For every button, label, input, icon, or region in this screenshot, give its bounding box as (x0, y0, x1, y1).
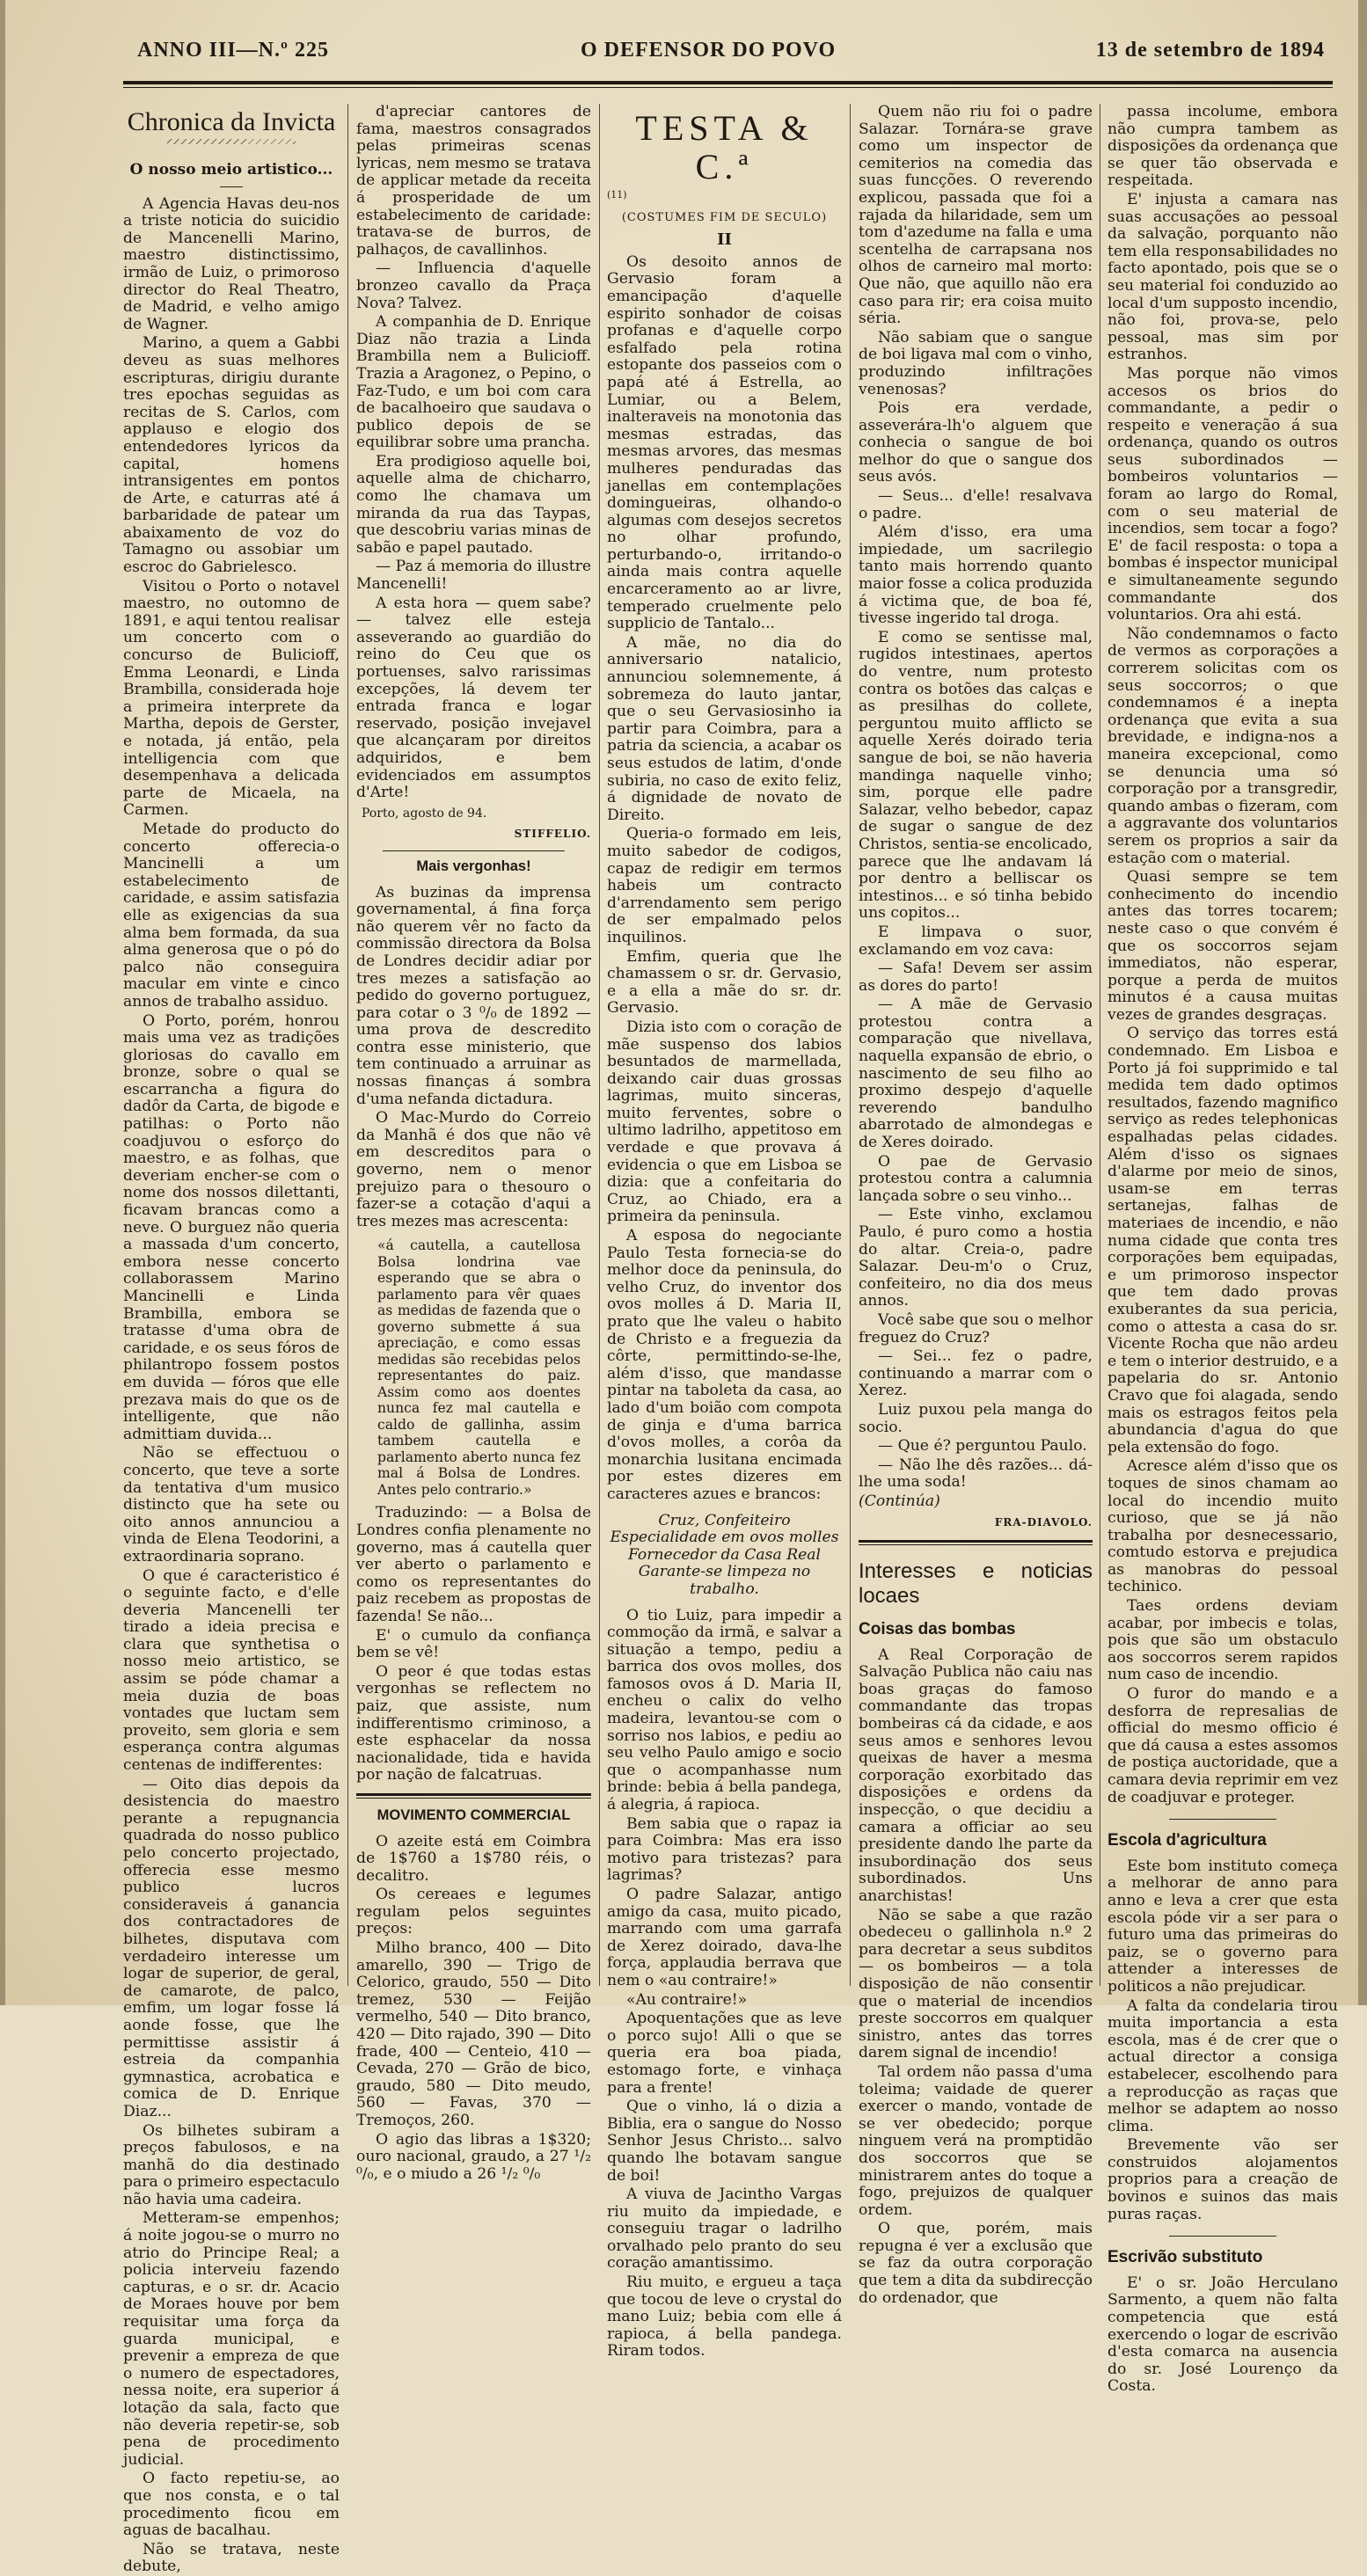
paragraph: Não se effectuou o concerto, que teve a sorte da tentativa d'um musico distincto que ha sete ou oito annos annunciou a vinda de Elena Teodorini, a extraordinaria soprano. (123, 1444, 340, 1565)
paragraph: E' injusta a camara nas suas accusações ao pessoal da salvação, porquanto não tem ella responsabilidades no facto apontado, pois que se o seu material foi conduzido ao local d'um supposto incendio, não foi, prova-se, pelo pessoal, mas sim por estranhos. (1107, 190, 1338, 364)
paragraph: O furor do mando e a desforra de represalias de official do mesmo officio é que dá causa a estes assomos de postiça auctoridade, que a camara devia reprimir em vez de coadjuvar e proteger. (1107, 1685, 1338, 1806)
paragraph: Metade do producto do concerto offerecia-o Mancinelli a um estabelecimento de caridade, e assim satisfazia elle as exigencias da sua alma bem formada, da sua alma generosa que o pó do palco não conseguira macular em vinte e cinco annos de trabalho assiduo. (123, 820, 340, 1011)
paragraph: Queria-o formado em leis, muito sabedor de codigos, capaz de redigir em termos habeis um contracto d'arrendamento sem perigo de ser empalmado pelos inquilinos. (607, 825, 842, 946)
paragraph: O pae de Gervasio protestou contra a calumnia lançada sobre o seu vinho... (859, 1152, 1093, 1205)
section-rule (1169, 2236, 1276, 2237)
paragraph: Quem não riu foi o padre Salazar. Tornára-se grave como um inspector de cemiterios na comedia das suas funcções. O reverendo explicou, passada que foi a rajada da hilaridade, sem um tom d'azedume na falla e uma scentelha de carrapsana nos olhos de carneiro mal morto: Que não, que aquillo não era caso para rir; era coisa muito séria. (859, 103, 1093, 328)
header-rule-thick (123, 81, 1333, 84)
section-title: Interesses e noticias locaes (859, 1559, 1093, 1609)
column-4 (859, 103, 1093, 2307)
page-edge-right (1358, 0, 1367, 2005)
column-5 (1107, 103, 1338, 2396)
serial-continued (859, 104, 1093, 1492)
column-divider (850, 104, 851, 1986)
paragraph: Era prodigioso aquelle boi, aquelle alma de chicharro, como lhe chamava um miranda da rua das Taypas, que descobriu varias minas de sabão e papel pautado. (356, 452, 591, 557)
paragraph: Emfim, queria que lhe chamassem o sr. dr. Gervasio, e a ella a mãe do sr. dr. Gervasio. (607, 947, 842, 1018)
issue-date: 13 de setembro de 1894 (1095, 39, 1325, 62)
article-title: Escola d'agricultura (1107, 1831, 1267, 1850)
paragraph: Dizia isto com o coração de mãe suspenso dos labios besuntados de marmellada, deixando cair duas grossas lagrimas, muito sinceras, muito ferventes, sobre o ultimo ladrilho, appetitoso em verdade e que provava á evidencia o que em Lisboa se dizia: que a confeitaria do Cruz, ao Chiado, era a primeira da peninsula. (607, 1018, 842, 1226)
paragraph: E como se sentisse mal, rugidos intestinaes, apertos do ventre, num protesto contra os botões das calças e as presilhas do collete, perguntou muito afflicto se aquelle Xerés doirado teria sangue de boi, se não haveria mandinga naquelle vinho; sim, porque elle padre Salazar, velho bebedor, capaz de sugar o sangue de dez Christos, sentia-se encolicado, parece que lhe andavam lá por dentro a belliscar os intestinos... e só tinha bebido uns copitos... (859, 628, 1093, 923)
paragraph: O serviço das torres está condemnado. Em Lisboa e Porto já foi supprimido e tal medida tem dado optimos resultados, fazendo magnifico serviço as redes telephonicas espalhadas pelas cidades. Além d'isso os signaes d'alarme por meio de sinos, usam-se em terras sertanejas, falhas de materiaes de incendio, e não numa cidade que conta tres corporações bem equipadas, e um primoroso inspector que tem dado provas exuberantes da sua pericia, como o attesta a casa do sr. Vicente Rocha que não ardeu e tem o interior destruido, e a papelaria do sr. Antonio Cravo que foi alagada, sendo mais os estragos feitos pela abundancia d'agua do que pela extensão do fogo. (1107, 1025, 1338, 1456)
section-rule (356, 1793, 591, 1796)
page-edge-left (0, 0, 5, 2005)
ornament-rule (167, 139, 296, 144)
paragraph: Você sabe que sou o melhor freguez do Cruz? (859, 1310, 1093, 1346)
paragraph: O azeite está em Coimbra de 1$760 a 1$780 réis, o decalitro. (356, 1832, 591, 1885)
chapter-number: II (717, 230, 732, 250)
article-body (1107, 2275, 1338, 2396)
serial-body (607, 254, 842, 1504)
paragraph: O Mac-Murdo do Correio da Manhã é dos que não vê em descreditos para o governo, nem o menor prejuizo para o thesouro o fazer-se a cotação d'aqui a tres mezes mas acrescenta: (356, 1109, 591, 1230)
paragraph: Além d'isso, era uma impiedade, um sacrilegio tanto mais horrendo quanto maior fosse a colica produzida á victima que, de boa fé, tivesse ingerido tal droga. (859, 523, 1093, 628)
section-rule (1169, 1819, 1276, 1820)
paragraph: — Influencia d'aquelle bronzeo cavallo da Praça Nova? Talvez. (356, 259, 591, 312)
paragraph: Apoquentações que as leve o porco sujo! Alli o que se queria era boa piada, estomago forte, e vinhaça para a frente! (607, 2010, 842, 2097)
paragraph: Este bom instituto começa a melhorar de anno para anno e leva a crer que esta escola póde vir a ser para o futuro uma das primeiras do paiz, se o governo para attender a interesses de politicos a não prejudicar. (1107, 1857, 1338, 1996)
article-continued (1107, 104, 1338, 1806)
article-title: Coisas das bombas (859, 1620, 1016, 1639)
article-body (1107, 1858, 1338, 2223)
paragraph: Pois era verdade, asseverára-lh'o alguem que conhecia o sangue de boi melhor do que o sangue dos seus avós. (859, 399, 1093, 486)
column-2 (356, 103, 591, 2183)
commercial-body (356, 1834, 591, 2184)
paragraph: A falta da condelaria tirou muita importancia a esta escola, mas é de crer que o actual director a consiga estabelecer, escolhendo para a reproducção as raças que melhor se adaptem ao nosso clima. (1107, 1996, 1338, 2135)
section-rule (356, 1798, 591, 1799)
paragraph: Brevemente vão ser construidos alojamentos proprios para a creação de bovinos e suinos das mais puras raças. (1107, 2136, 1338, 2223)
paragraph: Acresce além d'isso que os toques de sinos chamam ao local do incendio muito curioso, que se já não trabalha por desnecessario, comtudo estorva e prejudica as manobras do pessoal techinico. (1107, 1457, 1338, 1596)
section-rule (859, 1540, 1093, 1543)
paragraph: A viuva de Jacintho Vargas riu muito da impiedade, e conseguiu tragar o ladrilho orvalhado pelo pranto do seu coração amantissimo. (607, 2186, 842, 2273)
paragraph: d'apreciar cantores de fama, maestros consagrados pelas primeiras scenas lyricas, nem mesmo se tratava de applicar metade da receita á prosperidade de um estabelecimento de caridade: tratava-se de burros, de palhaços, de cavallinhos. (356, 103, 591, 259)
paragraph: Não se sabe a que razão obedeceu o gallinhola n.º 2 para decretar a seus subditos — os bombeiros — a tola disposição de não consentir que o material de incendios preste soccorros em qualquer sinistro, antes das torres darem signal de incendio! (859, 1906, 1093, 2062)
newspaper-title: O DEFENSOR DO POVO (581, 39, 837, 62)
quotation: «á cautella, a cautellosa Bolsa londrina vae esperando que se abra o parlamento para vêr quaes as medidas de fazenda que o governo submette á sua apreciação, e como essas medidas são recebidas pelos representantes do paiz. Assim como aos doentes nunca fez mal cautella e caldo de gallinha, assim tambem cautella e parlamento aberto nunca fez mal á Bolsa de Londres. Antes pelo contrario.» (377, 1237, 581, 1498)
serial-subtitle: (COSTUMES FIM DE SECULO) (621, 210, 828, 224)
paragraph: Os cereaes e legumes regulam pelos seguintes preços: (356, 1886, 591, 1938)
article-title: Escrivão substituto (1107, 2248, 1263, 2267)
section-rule (859, 1544, 1093, 1545)
paragraph: — A mãe de Gervasio protestou contra a comparação que nivellava, naquella expansão de ebrio, o nascimento de seu filho ao proximo despejo d'aquelle reverendo bandulho abarrotado de almondegas e de Xeres doirado. (859, 996, 1093, 1152)
paragraph: Riu muito, e ergueu a taça que tocou de leve o crystal do mano Luiz; bebia com elle á rapioca, á bella pandega. Riram todos. (607, 2273, 842, 2361)
paragraph: O que, porém, mais repugna é ver a exclusão que se faz da outra corporação que tem a dita da subdirecção do ordenador, que (859, 2220, 1093, 2307)
paragraph: Taes ordens deviam acabar, por imbecis e tolas, pois que são um obstaculo aos soccorros serem rapidos num caso de incendio. (1107, 1597, 1338, 1684)
paragraph: O peor é que todas estas vergonhas se reflectem no paiz, que assiste, num indifferentismo criminoso, a este esphacelar da nossa nacionalidade, tida e havida por nação de falcatruas. (356, 1662, 591, 1784)
dateline: Porto, agosto de 94. (362, 806, 487, 821)
paragraph: A Agencia Havas deu-nos a triste noticia do suicidio de Mancenelli Marino, maestro distinctissimo, irmão de Luiz, o primoroso director do Real Theatro, de Madrid, e velho amigo de Wagner. (123, 194, 340, 333)
paragraph: E' o sr. João Herculano Sarmento, a quem não falta competencia que está exercendo o logar de escrivão d'esta comarca na ausencia do sr. José Lourenço da Costa. (1107, 2273, 1338, 2396)
paragraph: Não se tratava, neste debute, (123, 2540, 340, 2576)
column-divider (347, 104, 348, 1986)
column-3 (607, 104, 842, 2361)
chronicle-subtitle: O nosso meio artistico... (129, 161, 333, 179)
paragraph: Bem sabia que o rapaz ia para Coimbra: Mas era isso motivo para tristezas? para lagrimas? (607, 1814, 842, 1885)
serial-title: TESTA & C.ª (635, 108, 814, 186)
paragraph: O que é caracteristico é o seguinte facto, e d'elle deveria Mancenelli ter tirado a ideia precisa e clara que synthetisa o nosso meio artistico, se assim se póde chamar a meia duzia de boas vontades que luctam sem proveito, sem gloria e sem esperança contra algumas centenas de indifferentes: (123, 1566, 340, 1775)
section-title: Mais vergonhas! (416, 857, 531, 874)
chronicle-continued (356, 104, 591, 802)
paragraph: «Au contraire!» (626, 1990, 748, 2009)
paragraph: A esta hora — quem sabe? — talvez elle esteja asseverando ao guardião do reino do Ceu que os portuenses, salvo rarissimas excepções, lá devem ter entrada franca e logar reservado, posição invejavel que alcançaram por direitos adquiridos, e bem evidenciados em assumptos d'Arte! (356, 594, 591, 802)
column-divider (599, 104, 600, 1986)
paragraph: A Real Corporação de Salvação Publica não caiu nas boas graças do famoso commandante das tropas bombeiras cá da cidade, e aos seus amos e senhores levou queixas de haver a mesma corporação exorbitado das disposições e ordens da inspecção, o que decidiu a camara a officiar ao seu presidente dando lhe parte da insubordinação dos seus subordinados. Uns anarchistas! (859, 1646, 1093, 1905)
section-body-continued (356, 1505, 591, 1784)
paragraph: Mas porque não vimos accesos os brios do commandante, a pedir o respeito e veneração á sua ordenança, quando os outros seus subordinados — bombeiros voluntarios — foram ao largo do Romal, com o seu material de incendios, sem tocar a fogo? E' de facil resposta: o topa a bombas é inspector municipal e simultaneamente segundo commandante dos voluntarios. Ora ahi está. (1107, 364, 1338, 624)
paragraph: Os desoito annos de Gervasio foram a emancipação d'aquelle espirito sonhador de coisas profanas e d'aquelle corpo esfalfado pela rotina estopante dos passeios com o papá até á Estrella, ao Lumiar, ou a Belem, inalteraveis na monotonia das mesmas estradas, das mesmas arvores, das mesmas mulheres penduradas das janellas em contemplações domingueiras, olhando-o algumas com desejos secretos no olhar profundo, perturbando-o, irritando-o ainda mais contra aquelle encarceramento ao ar livre, temperado cruelmente pelo supplicio de Tantalo... (607, 252, 842, 633)
signature: FRA-DIAVOLO. (994, 1515, 1093, 1529)
header-rule-thin (123, 87, 1333, 88)
paragraph: — Sei... fez o padre, continuando a marrar com o Xerez. (859, 1347, 1093, 1400)
short-rule (220, 186, 243, 187)
paragraph: Tal ordem não passa d'uma toleima; vaidade de querer exercer o mando, vontade de se ver obedecido; porque ninguem verá na promptidão dos soccorros que se ministrarem antes do toque a fogo, prejuizos de qualquer ordem. (859, 2062, 1093, 2219)
section-body (356, 885, 591, 1231)
paragraph: Marino, a quem a Gabbi deveu as suas melhores escripturas, dirigiu durante tres epochas seguidas as recitas de S. Carlos, com applauso e elogio dos entendedores lyricos da capital, homens intransigentes em pontos de Arte, e caturras até á barbaridade de patear um abaixamento de voz do Tamagno ou assobiar um escroc do Gabrielesco. (123, 334, 340, 577)
paragraph: passa incolume, embora não cumpra tambem as disposições da ordenança que se quer tão observada e respeitada. (1107, 103, 1338, 190)
paragraph: — Paz á memoria do illustre Mancenelli! (356, 558, 591, 594)
signboard-text: Cruz, Confeiteiro Especialidade em ovos molles Fornecedor da Casa Real Garante-se limpeza no trabalho. (610, 1511, 839, 1598)
paragraph: Visitou o Porto o notavel maestro, no outomno de 1891, e aqui tentou realisar um concerto com o concurso de Bulicioff, Emma Leonardi, e Linda Brambilla, considerada hoje a primeira interprete da Martha, depois de Gerster, e notada, já então, pela intelligencia com que desempenhava a delicada parte de Micaela, na Carmen. (123, 577, 340, 820)
paragraph: — Que é? perguntou Paulo. (878, 1437, 1087, 1456)
paragraph: Não condemnamos o facto de vermos as corporações a correrem solicitas com os seus soccorros; o que condemnamos é a inepta ordenança que evita a sua brevidade, e indigna-nos a maneira excepcional, como se denuncia uma só corporação por a transgredir, quando ambas o fizeram, com a aggravante dos voluntarios serem os proprios a sair da estação com o material. (1107, 624, 1338, 867)
paragraph: Quasi sempre se tem conhecimento do incendio antes das torres tocarem; neste caso o que convém é que os soccorros sejam immediatos, não esperar, porque a perda de muitos minutos é a causa muitas vezes de grandes desgraças. (1107, 868, 1338, 1024)
chronicle-title: Chronica da Invicta (127, 107, 336, 136)
serial-body-continued (607, 1608, 842, 2361)
paragraph: Luiz puxou pela manga do socio. (859, 1400, 1093, 1436)
issue-number: ANNO III—N.º 225 (137, 39, 329, 62)
paragraph: O padre Salazar, antigo amigo da casa, muito picado, marrando com uma garrafa de Xerez doirado, dava-lhe força, applaudia berrava que nem o «au contraire!» (607, 1886, 842, 1989)
section-title: MOVIMENTO COMMERCIAL (376, 1806, 571, 1823)
paragraph: Traduzindo: — a Bolsa de Londres confia plenamente no governo, mas á cautella quer ver aberto o parlamento e como os representantes do paiz recebem as propostas de fazenda! Se não... (356, 1504, 591, 1625)
paragraph: A esposa do negociante Paulo Testa fornecia-se do melhor doce da peninsula, do velho Cruz, do inventor dos ovos molles á D. Maria II, prato que lhe valeu o habito de Christo e a freguezia da côrte, permittindo-se-lhe, além d'isso, que mandasse pintar na taboleta da casa, ao lado d'um boião com compota de ginja e d'uma barrica d'ovos molles, a corôa da monarchia lusitana encimada por estes dizeres em caracteres azues e brancos: (607, 1227, 842, 1503)
signature: STIFFELIO. (514, 828, 591, 841)
section-rule (383, 850, 565, 851)
paragraph: — Este vinho, exclamou Paulo, é puro como a hostia do altar. Creia-o, padre Salazar. Deu-m'o o Cruz, confeiteiro, no dia dos meus annos. (859, 1206, 1093, 1310)
paragraph: Metteram-se empenhos; á noite jogou-se o murro no atrio do Principe Real; a policia interveiu fazendo capturas, e o sr. dr. Acacio de Moraes houve por bem requisitar uma força da guarda municipal, e prevenir a empreza de que o numero de espectadores, nessa noite, era superior á lotação da sala, facto que não deveria repetir-se, sob pena de procedimento judicial. (123, 2209, 340, 2469)
paragraph: Os bilhetes subiram a preços fabulosos, e na manhã do dia destinado para o primeiro espectaculo não havia uma cadeira. (123, 2121, 340, 2208)
paragraph: O facto repetiu-se, ao que nos consta, e o tal procedimento ficou em aguas de bacalhau. (123, 2470, 340, 2540)
paragraph: O Porto, porém, honrou mais uma vez as tradições gloriosas do cavallo em bronze, sobre o qual se escarrancha a figura do dadôr da Carta, de bigode e patilhas: o Porto não coadjuvou o esforço do maestro, e as folhas, que deveriam encher-se com o nome dos nossos dilettanti, ficavam brancas como a neve. O burguez não queria a massada d'um concerto, embora nesse concerto collaborassem Marino Mancinelli e Linda Brambilla, embora se tratasse d'uma obra de caridade, e os seus fóros de philantropo fossem postos em duvida — fóros que elle prezava mais do que os de intelligente, que não admittiam duvida... (123, 1011, 340, 1443)
paragraph: E' o cumulo da confiança bem se vê! (356, 1626, 591, 1662)
serial-number: (11) (607, 189, 627, 201)
article-body (859, 1647, 1093, 2308)
paragraph: A companhia de D. Enrique Diaz não trazia a Linda Brambilla nem a Bulicioff. Trazia a Aragonez, o Pepino, o Faz-Tudo, e um boi com cara de bacalhoeiro que saudava o publico depois de se equilibrar sobre uma prancha. (356, 313, 591, 452)
paragraph: O tio Luiz, para impedir a commoção da irmã, e salvar a situação a tempo, pediu a barrica dos ovos molles, dos famosos ovos á D. Maria II, encheu o calix do velho madeira, levantou-se com o sorriso nos labios, e pediu ao seu velho Paulo amigo e socio que o acompanhasse num brinde: bebia á bella pandega, á alegria, á rapioca. (607, 1606, 842, 1814)
paragraph: — Safa! Devem ser assim as dores do parto! (859, 960, 1093, 995)
paragraph: — Oito dias depois da desistencia do maestro perante a repugnancia quadrada do nosso publico pelo concerto projectado, offerecia esse mesmo publico lucros consideraveis á ganancia dos contractadores de bilhetes, disputava com verdadeiro interesse um logar de superior, de geral, de camarote, de palco, emfim, um logar fosse lá aonde fosse, que lhe permittisse assistir á estreia da companhia gymnastica, acrobatica e comica de D. Enrique Diaz... (123, 1775, 340, 2120)
paragraph: — Não lhe dês razões... dá-lhe uma soda! (859, 1456, 1093, 1492)
paragraph: O agio das libras a 1$320; ouro nacional, graudo, a 27 ¹/₂ ⁰/₀, e o miudo a 26 ¹/₂ ⁰/₀ (356, 2130, 591, 2183)
column-1 (123, 104, 340, 2576)
chronicle-body (123, 196, 340, 2576)
paragraph: Não sabiam que o sangue de boi ligava mal com o vinho, produzindo infiltrações venenosas? (859, 328, 1093, 398)
paragraph: — Seus... d'elle! resalvava o padre. (859, 487, 1093, 522)
paragraph: A mãe, no dia do anniversario natalicio, annunciou solemnemente, á sobremeza do lauto jantar, que o seu Gervasiosinho ia partir para Coimbra, para a patria da sciencia, a acabar os seus estudos de latim, d'onde subiria, no caso de exito feliz, á dignidade de novato de Direito. (607, 633, 842, 824)
paragraph: Que o vinho, lá o dizia a Biblia, era o sangue do Nosso Senhor Jesus Christo... salvo quando lhe botavam sangue de boi! (607, 2098, 842, 2185)
to-be-continued: (Continúa) (859, 1492, 940, 1510)
paragraph: As buzinas da imprensa governamental, á fina força não querem vêr no facto da commissão directora da Bolsa de Londres decidir adiar por tres mezes a satisfação ao pedido do governo portuguez, para cotar o 3 ⁰/₀ de 1892 — uma prova de descredito contra esse ministerio, que tem continuado a arruinar as nossas finanças á sombra d'uma nefanda dictadura. (356, 883, 591, 1108)
paragraph: E limpava o suor, exclamando em voz cava: (859, 923, 1093, 959)
paragraph: Milho branco, 400 — Dito amarello, 390 — Trigo de Celorico, graudo, 550 — Dito tremez, 530 — Feijão vermelho, 540 — Dito branco, 420 — Dito rajado, 390 — Dito frade, 400 — Centeio, 410 — Cevada, 270 — Grão de bico, graudo, 580 — Dito meudo, 560 — Favas, 370 — Tremoços, 260. (356, 1939, 591, 2129)
masthead (123, 39, 1325, 67)
